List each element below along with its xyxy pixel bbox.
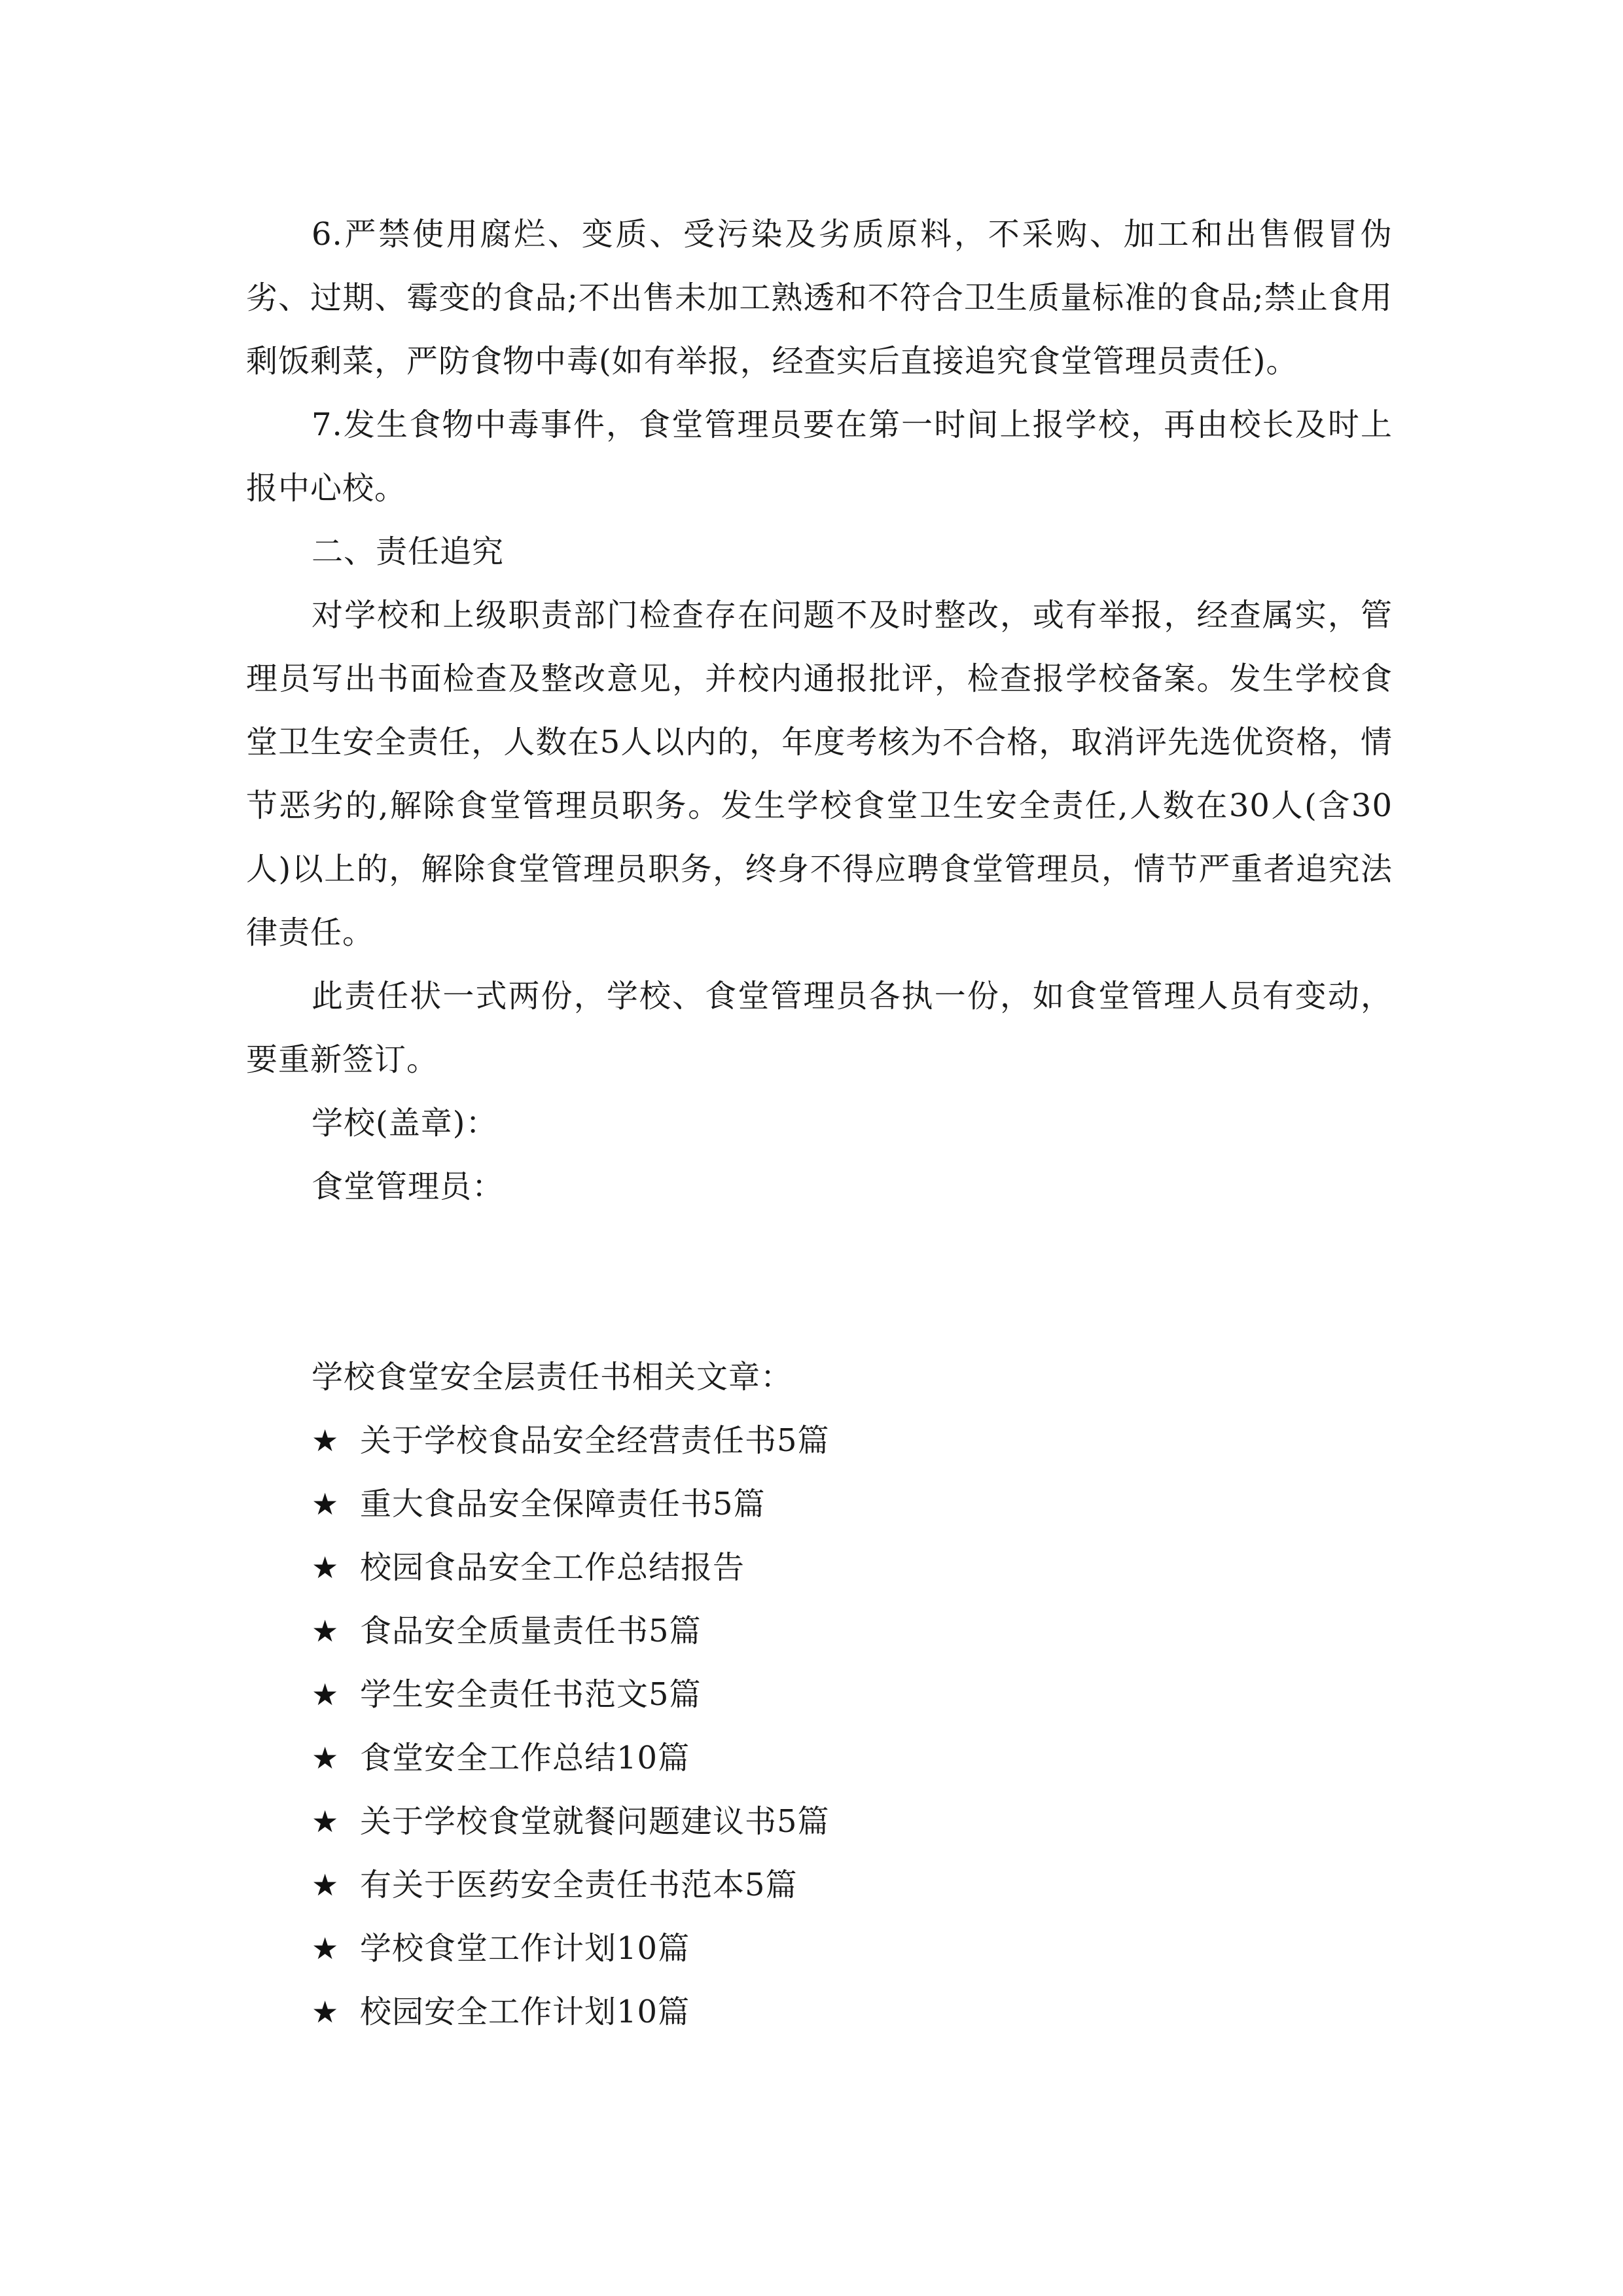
star-icon: ★ <box>312 1486 340 1522</box>
related-article-item[interactable] <box>246 1600 1393 1663</box>
clause-6-paragraph: 6.严禁使用腐烂、变质、受污染及劣质原料，不采购、加工和出售假冒伪劣、过期、霉变的食品;不出售未加工熟透和不符合卫生质量标准的食品;禁止食用剩饭剩菜，严防食物中毒(如有举报，经查实后直接追究食堂管理员责任)。 <box>246 216 1393 380</box>
related-article-item[interactable] <box>246 1981 1393 2044</box>
related-article-item[interactable] <box>246 1663 1393 1727</box>
star-icon: ★ <box>312 1740 340 1776</box>
related-article-link[interactable]: 食堂安全工作总结10篇 <box>360 1740 690 1776</box>
related-article-item[interactable] <box>246 1473 1393 1536</box>
related-article-item[interactable] <box>246 1536 1393 1600</box>
related-articles-heading: 学校食堂安全层责任书相关文章： <box>312 1359 793 1395</box>
related-article-item[interactable] <box>246 1917 1393 1981</box>
copies-paragraph: 此责任状一式两份，学校、食堂管理员各执一份，如食堂管理人员有变动，要重新签订。 <box>246 978 1393 1078</box>
related-article-link[interactable]: 关于学校食堂就餐问题建议书5篇 <box>360 1803 830 1840</box>
related-article-link[interactable]: 重大食品安全保障责任书5篇 <box>360 1486 766 1522</box>
star-icon: ★ <box>312 1931 340 1966</box>
related-article-item[interactable] <box>246 1854 1393 1917</box>
signature-manager: 食堂管理员： <box>312 1168 505 1205</box>
related-article-item[interactable] <box>246 1727 1393 1790</box>
signature-school: 学校(盖章)： <box>312 1105 498 1141</box>
section-heading-responsibility: 二、责任追究 <box>312 533 505 570</box>
star-icon: ★ <box>312 1613 340 1649</box>
related-article-link[interactable]: 有关于医药安全责任书范本5篇 <box>360 1867 798 1903</box>
related-article-link[interactable]: 学校食堂工作计划10篇 <box>360 1930 690 1967</box>
responsibility-paragraph: 对学校和上级职责部门检查存在问题不及时整改，或有举报，经查属实，管理员写出书面检查及整改意见，并校内通报批评，检查报学校备案。发生学校食堂卫生安全责任，人数在5人以内的，年度考核为不合格，取消评先选优资格，情节恶劣的,解除食堂管理员职务。发生学校食堂卫生安全责任,人数在30人(含30人)以上的，解除食堂管理员职务，终身不得应聘食堂管理员，情节严重者追究法律责任。 <box>246 597 1393 951</box>
star-icon: ★ <box>312 1550 340 1585</box>
star-icon: ★ <box>312 1994 340 2030</box>
star-icon: ★ <box>312 1867 340 1903</box>
related-article-link[interactable]: 食品安全质量责任书5篇 <box>360 1613 702 1649</box>
related-article-link[interactable]: 关于学校食品安全经营责任书5篇 <box>360 1422 830 1459</box>
related-articles-list <box>246 1409 1393 2044</box>
star-icon: ★ <box>312 1804 340 1839</box>
star-icon: ★ <box>312 1677 340 1712</box>
spacer <box>246 1219 1393 1346</box>
related-article-link[interactable]: 校园食品安全工作总结报告 <box>360 1549 745 1586</box>
related-article-item[interactable] <box>246 1790 1393 1854</box>
clause-7-paragraph: 7.发生食物中毒事件，食堂管理员要在第一时间上报学校，再由校长及时上报中心校。 <box>246 406 1393 507</box>
document-page <box>246 203 1393 2044</box>
star-icon: ★ <box>312 1423 340 1458</box>
related-article-link[interactable]: 学生安全责任书范文5篇 <box>360 1676 702 1713</box>
related-article-item[interactable] <box>246 1409 1393 1473</box>
related-article-link[interactable]: 校园安全工作计划10篇 <box>360 1994 690 2030</box>
